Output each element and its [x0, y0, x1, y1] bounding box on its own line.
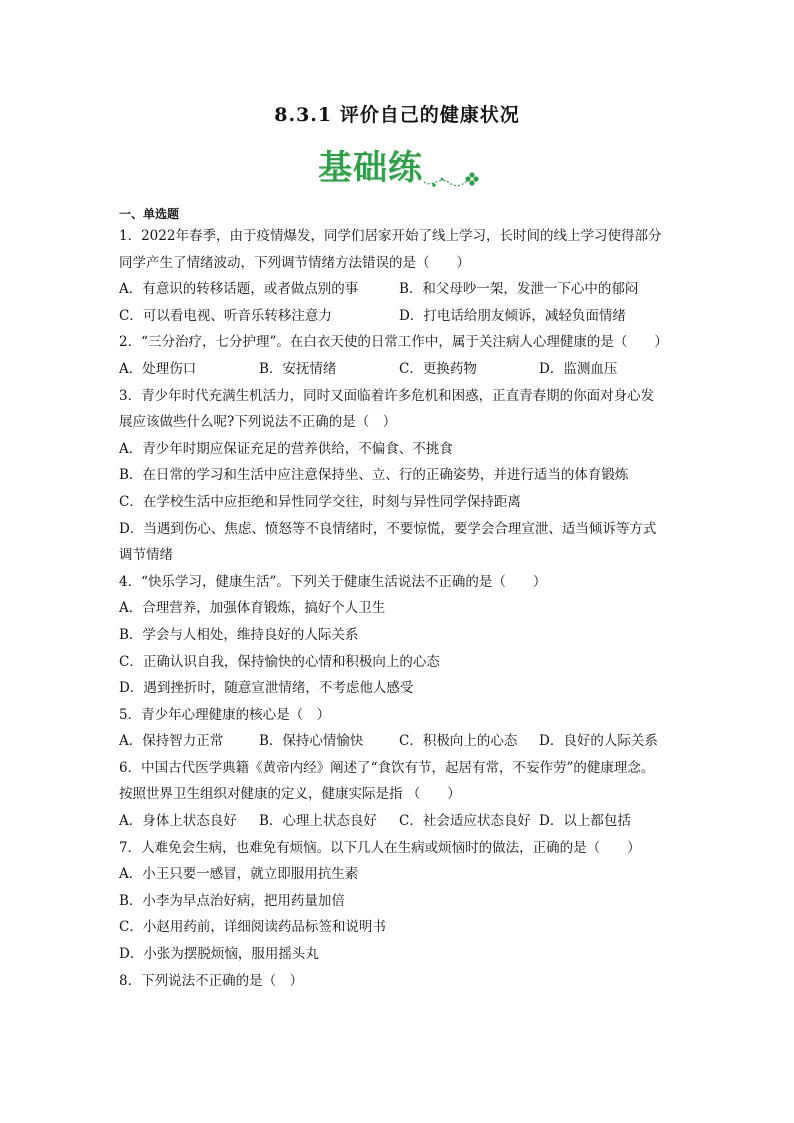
option-a: A．保持智力正常 [119, 733, 224, 750]
question-1-options-cd [119, 303, 679, 330]
question-3-stem: 3．青少年时代充满生机活力，同时又面临着许多危机和困惑，正直青春期的你面对身心发 [119, 387, 655, 404]
option-d: D．小张为摆脱烦恼，服用摇头丸 [119, 946, 319, 963]
question-8-stem: 8．下列说法不正确的是（ ） [119, 972, 304, 989]
option-c: C．在学校生活中应拒绝和异性同学交往，时刻与异性同学保持距离 [119, 493, 521, 510]
option-a: A．有意识的转移话题，或者做点别的事 [119, 281, 359, 298]
question-6-options [119, 808, 679, 835]
option-d: D．监测血压 [539, 360, 618, 377]
question-6-stem: 6．中国古代医学典籍《黄帝内经》阐述了“食饮有节，起居有常，不妄作劳”的健康理念。 [119, 759, 655, 776]
option-c: C．积极向上的心态 [399, 733, 518, 750]
question-7-stem: 7．人难免会生病，也难免有烦恼。以下几人在生病或烦恼时的做法，正确的是（ ） [119, 839, 641, 856]
question-1-options-ab [119, 276, 679, 303]
option-b: B．小李为早点治好病，把用药量加倍 [119, 892, 345, 909]
question-1-stem: 1．2022年春季，由于疫情爆发，同学们居家开始了线上学习，长时间的线上学习使得部分 [119, 228, 662, 244]
question-5-stem: 5．青少年心理健康的核心是（ ） [119, 706, 331, 723]
question-1-stem-cont: 同学产生了情绪波动，下列调节情绪方法错误的是（ ） [119, 254, 470, 271]
question-6-stem-cont: 按照世界卫生组织对健康的定义，健康实际是指 （ ） [119, 786, 461, 803]
option-a: A．处理伤口 [119, 360, 197, 377]
question-2-options [119, 356, 679, 383]
option-c: C．小赵用药前，详细阅读药品标签和说明书 [119, 919, 386, 936]
option-d-cont: 调节情绪 [119, 547, 173, 564]
question-2-stem: 2．“三分治疗，七分护理”。在白衣天使的日常工作中，属于关注病人心理健康的是（ ） [119, 334, 668, 351]
question-3-stem-cont: 展应该做些什么呢?下列说法不正确的是（ ） [119, 414, 397, 431]
question-list [119, 205, 679, 994]
option-b: B．保持心情愉快 [259, 733, 364, 750]
option-d: D．遇到挫折时，随意宣泄情绪，不考虑他人感受 [119, 680, 414, 697]
page-title: 8.3.1 评价自己的健康状况 [274, 104, 520, 126]
section-heading: 一、单选题 [119, 207, 180, 221]
option-d: D．当遇到伤心、焦虑、愤怒等不良情绪时，不要惊慌，要学会合理宣泄、适当倾诉等方式 [119, 520, 657, 537]
question-4-stem: 4．“快乐学习，健康生活”。下列关于健康生活说法不正确的是（ ） [119, 573, 547, 590]
option-c: C．更换药物 [399, 360, 477, 377]
option-d: D．良好的人际关系 [539, 733, 658, 750]
option-a: A．合理营养，加强体育锻炼，搞好个人卫生 [119, 600, 386, 617]
badge-label: 基础练 [318, 148, 423, 188]
question-5-options [119, 728, 679, 755]
vine-decoration-icon [422, 170, 482, 192]
option-c: C．可以看电视、听音乐转移注意力 [119, 307, 332, 324]
option-b: B．和父母吵一架，发泄一下心中的郁闷 [399, 281, 639, 298]
option-b: B．心理上状态良好 [259, 813, 377, 830]
option-b: B．安抚情绪 [259, 360, 337, 377]
option-a: A．身体上状态良好 [119, 813, 237, 830]
option-b: B．在日常的学习和生活中应注意保持坐、立、行的正确姿势，并进行适当的体育锻炼 [119, 467, 629, 484]
option-d: D．打电话给朋友倾诉，减轻负面情绪 [399, 307, 626, 324]
option-a: A．小王只要一感冒，就立即服用抗生素 [119, 866, 359, 883]
option-c: C．社会适应状态良好 [399, 813, 531, 830]
option-a: A．青少年时期应保证充足的营养供给，不偏食、不挑食 [119, 440, 453, 457]
option-b: B．学会与人相处，维持良好的人际关系 [119, 626, 359, 643]
section-badge [318, 140, 478, 198]
option-c: C．正确认识自我，保持愉快的心情和积极向上的心态 [119, 653, 440, 670]
option-d: D．以上都包括 [539, 813, 631, 830]
